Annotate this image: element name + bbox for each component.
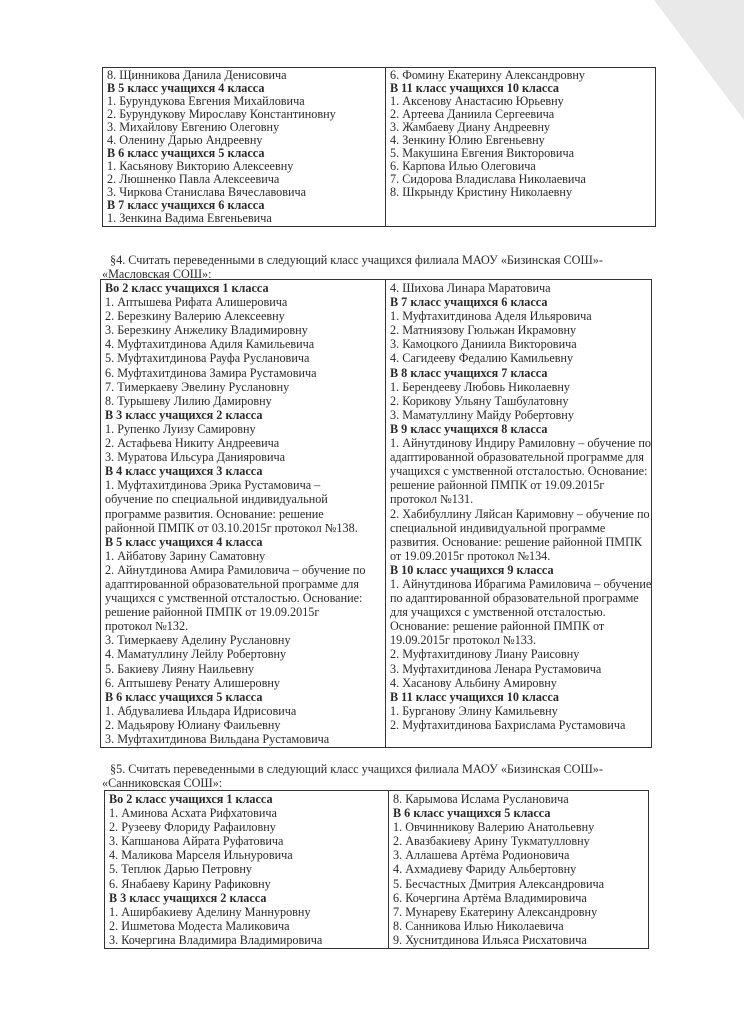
- student-entry: 2. Матниязову Гюльжан Икрамовну: [390, 323, 577, 338]
- student-entry: 4. Оленину Дарью Андреевну: [107, 133, 263, 147]
- student-entry: 2. Ишметова Модеста Маликовича: [109, 918, 290, 933]
- class-group-heading: Во 2 класс учащихся 1 класса: [105, 281, 269, 295]
- student-entry: 3. Березкину Анжелику Владимировну: [105, 323, 308, 338]
- student-entry: 1. Аксенову Анастасию Юрьевну: [390, 94, 564, 108]
- student-entry: 8. Турышеву Лилию Дамировну: [105, 393, 272, 408]
- sannikovskaya-students-table: [104, 790, 649, 949]
- student-entry: 5. Теплюк Дарью Петровну: [109, 862, 253, 877]
- class-group-heading: В 3 класс учащихся 2 класса: [105, 407, 263, 422]
- class-group-heading: В 6 класс учащихся 5 класса: [107, 146, 265, 160]
- student-entry: 3. Чиркова Станислава Вячеславовича: [107, 185, 307, 199]
- class-group-heading: В 9 класс учащихся 8 класса: [390, 421, 548, 436]
- student-entry: 2. Авазбакиеву Арину Тукматулловну: [393, 834, 590, 849]
- student-entry: 6. Янабаеву Карину Рафиковну: [109, 876, 271, 891]
- maslovskaya-students-table: [100, 279, 652, 748]
- student-entry: 1. Бурганову Элину Камильевну: [390, 703, 558, 718]
- student-entry: учащихся с умственной отсталостью. Основание:: [105, 591, 363, 606]
- student-entry: 7. Мунареву Екатерину Александровну: [393, 904, 598, 919]
- left-column: [105, 791, 389, 949]
- right-column: [389, 791, 649, 949]
- student-entry: 3. Капшанова Айрата Руфатовича: [109, 834, 284, 849]
- student-entry: 4. Муфтахитдинова Адиля Камильевича: [105, 337, 315, 352]
- section-5-line-1: §5. Считать переведенными в следующий класс учащихся филиала МАОУ «Бизинская СОШ»-: [110, 762, 603, 776]
- student-entry: 1. Абдувалиева Ильдара Идрисовича: [105, 703, 297, 718]
- students-table-continued: [102, 67, 656, 227]
- student-entry: 3. Аллашева Артёма Родионовича: [393, 848, 570, 863]
- student-entry: 3. Михайлову Евгению Олеговну: [107, 120, 280, 134]
- student-entry: 2. Березкину Валерию Алексеевну: [105, 309, 285, 324]
- student-entry: 1. Аширбакиеву Аделину Маннуровну: [109, 904, 311, 919]
- student-entry: 8. Шкрынду Кристину Николаевну: [390, 185, 573, 199]
- student-entry: 1. Муфтахитдинова Эрика Рустамовича –: [105, 478, 321, 493]
- student-entry: 8. Карымова Ислама Руслановича: [393, 792, 569, 806]
- class-group-heading: В 5 класс учащихся 4 класса: [105, 534, 263, 549]
- student-entry: адаптированной образовательной программе для: [105, 576, 359, 591]
- student-entry: 4. Сагидееву Федалию Камильевну: [390, 351, 574, 366]
- student-entry: 1. Айбатову Зарину Саматовну: [105, 548, 266, 563]
- class-group-heading: В 4 класс учащихся 3 класса: [105, 464, 263, 479]
- class-group-heading: В 8 класс учащихся 7 класса: [390, 365, 548, 380]
- student-entry: 6. Кочергина Артёма Владимировича: [393, 890, 587, 905]
- student-entry: 2. Бурундукову Мирославу Константиновну: [107, 107, 336, 121]
- student-entry: 2. Айнутдинова Амира Рамиловича – обучение по: [105, 562, 366, 577]
- student-entry: 3. Муфтахитдинова Вильдана Рустамовича: [105, 732, 330, 746]
- student-entry: 3. Жамбаеву Диану Андреевну: [390, 120, 551, 134]
- student-entry: протокол №131.: [390, 492, 474, 507]
- student-entry: Основание: решение районной ПМПК от: [390, 619, 605, 634]
- student-entry: 1. Зенкина Вадима Евгеньевича: [107, 211, 272, 225]
- student-entry: 1. Аптышева Рифата Алишеровича: [105, 295, 288, 310]
- student-entry: 6. Аптышеву Ренату Алишеровну: [105, 675, 281, 690]
- section-5-heading: [102, 762, 603, 790]
- student-entry: 2. Астафьева Никиту Андреевича: [105, 436, 280, 451]
- student-entry: районной ПМПК от 03.10.2015г протокол №138.: [105, 520, 358, 535]
- student-entry: программе развития. Основание: решение: [105, 506, 324, 521]
- student-entry: учащихся с умственной отсталостью. Основание:: [390, 464, 648, 479]
- student-entry: 2. Мадьярову Юлиану Фаильевну: [105, 717, 281, 732]
- student-entry: 1. Рупенко Луизу Самировну: [105, 421, 256, 436]
- section-4-line-2: «Масловская СОШ»:: [102, 267, 212, 281]
- right-column: [386, 68, 656, 227]
- student-entry: специальной индивидуальной программе: [390, 520, 606, 535]
- student-entry: по адаптированной образовательной программе: [390, 591, 639, 606]
- student-entry: протокол №132.: [105, 619, 189, 634]
- student-entry: 6. Муфтахитдинова Замира Рустамовича: [105, 365, 317, 380]
- student-entry: 1. Айнутдинову Индиру Рамиловну – обучение по: [390, 436, 651, 451]
- student-entry: решение районной ПМПК от 19.09.2015г: [390, 478, 605, 493]
- student-entry: 2. Люшненко Павла Алексеевича: [107, 172, 280, 186]
- section-4-line-1: §4. Считать переведенными в следующий класс учащихся филиала МАОУ «Бизинская СОШ»-: [110, 253, 603, 267]
- student-entry: 5. Бакиеву Лияну Наильевну: [105, 661, 255, 676]
- student-entry: 3. Маматуллину Майду Робертовну: [390, 407, 574, 422]
- student-entry: 1. Айнутдинова Ибрагима Рамиловича – обучение: [390, 576, 652, 591]
- student-entry: 8. Санникова Илью Николаевича: [393, 918, 564, 933]
- class-group-heading: В 6 класс учащихся 5 класса: [105, 689, 263, 704]
- section-4-heading: [102, 253, 603, 281]
- student-entry: 8. Щинникова Данила Денисовича: [107, 68, 287, 82]
- student-entry: 7. Тимеркаеву Эвелину Руслановну: [105, 379, 290, 394]
- class-group-heading: В 11 класс учащихся 10 класса: [390, 689, 559, 704]
- student-entry: 2. Хабибуллину Ляйсан Каримовну – обучение по: [390, 506, 650, 521]
- student-entry: 7. Сидорова Владислава Николаевича: [390, 172, 586, 186]
- class-group-heading: В 7 класс учащихся 6 класса: [390, 295, 548, 310]
- student-entry: 1. Касьянову Викторию Алексеевну: [107, 159, 294, 173]
- student-entry: 3. Тимеркаеву Аделину Руслановну: [105, 633, 291, 648]
- student-entry: решение районной ПМПК от 19.09.2015г: [105, 605, 320, 620]
- student-entry: 1. Аминова Асхата Рифхатовича: [109, 806, 277, 821]
- student-entry: 2. Артеева Даниила Сергеевича: [390, 107, 555, 121]
- section-5-line-2: «Санниковская СОШ»:: [102, 776, 223, 790]
- student-entry: 2. Корикову Ульяну Ташбулатовну: [390, 393, 569, 408]
- class-group-heading: В 7 класс учащихся 6 класса: [107, 198, 265, 212]
- student-entry: 1. Овчинникову Валерию Анатольевну: [393, 820, 595, 835]
- left-column: [101, 280, 386, 748]
- class-group-heading: В 6 класс учащихся 5 класса: [393, 806, 551, 821]
- student-entry: 3. Камоцкого Даниила Викторовича: [390, 337, 577, 352]
- student-entry: 6. Карпова Илью Олеговича: [390, 159, 536, 173]
- student-entry: 6. Фомину Екатерину Александровну: [390, 68, 586, 82]
- student-entry: развития. Основание: решение районной ПМПК: [390, 534, 643, 549]
- class-group-heading: Во 2 класс учащихся 1 класса: [109, 792, 273, 806]
- student-entry: 19.09.2015г протокол №133.: [390, 633, 537, 648]
- class-group-heading: В 11 класс учащихся 10 класса: [390, 81, 559, 95]
- scan-corner-shadow: [654, 0, 744, 120]
- student-entry: 9. Хуснитдинова Ильяса Рисхатовича: [393, 932, 587, 947]
- student-entry: 4. Хасанову Альбину Амировну: [390, 675, 557, 690]
- student-entry: для учащихся с умственной отсталостью.: [390, 605, 606, 620]
- class-group-heading: В 10 класс учащихся 9 класса: [390, 562, 554, 577]
- student-entry: 5. Муфтахитдинова Рауфа Руслановича: [105, 351, 310, 366]
- student-entry: обучение по специальной индивидуальной: [105, 492, 328, 507]
- student-entry: 1. Бурундукова Евгения Михайловича: [107, 94, 305, 108]
- student-entry: 5. Бесчастных Дмитрия Александровича: [393, 876, 605, 891]
- student-entry: 1. Муфтахитдинова Аделя Ильяровича: [390, 309, 592, 324]
- student-entry: 4. Зенкину Юлию Евгеньевну: [390, 133, 545, 147]
- student-entry: 4. Шихова Линара Маратовича: [390, 281, 551, 295]
- left-column: [103, 68, 386, 227]
- student-entry: 2. Муфтахитдинова Бахрислама Рустамовича: [390, 717, 626, 732]
- class-group-heading: В 3 класс учащихся 2 класса: [109, 890, 267, 905]
- student-entry: 2. Муфтахитдинову Лиану Раисовну: [390, 647, 580, 662]
- student-entry: 4. Ахмадиеву Фариду Альбертовну: [393, 862, 577, 877]
- student-entry: 3. Муратова Ильсура Данияровича: [105, 450, 286, 465]
- student-entry: 1. Берендееву Любовь Николаевну: [390, 379, 570, 394]
- student-entry: от 19.09.2015г протокол №134.: [390, 548, 551, 563]
- student-entry: 2. Рузееву Флориду Рафаиловну: [109, 820, 276, 835]
- student-entry: 3. Муфтахитдинова Ленара Рустамовича: [390, 661, 602, 676]
- class-group-heading: В 5 класс учащихся 4 класса: [107, 81, 265, 95]
- student-entry: 4. Маликова Марселя Ильнуровича: [109, 848, 293, 863]
- right-column: [386, 280, 652, 748]
- student-entry: 4. Маматуллину Лейлу Робертовну: [105, 647, 287, 662]
- student-entry: 5. Макушина Евгения Викторовича: [390, 146, 574, 160]
- student-entry: адаптированной образовательной программе для: [390, 450, 644, 465]
- student-entry: 3. Кочергина Владимира Владимировича: [109, 932, 323, 947]
